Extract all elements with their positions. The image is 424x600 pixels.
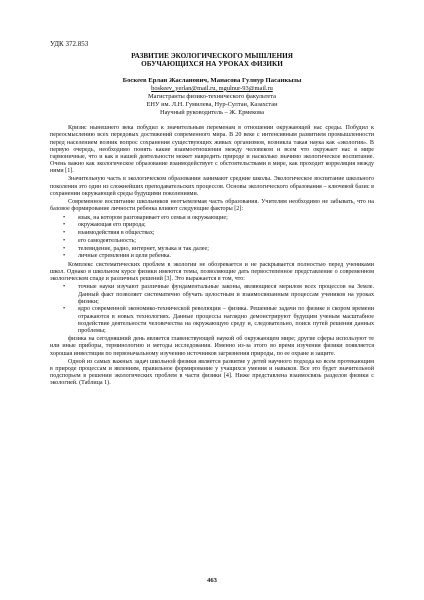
page-number: 463 (207, 577, 217, 584)
paragraph-6: Одной из самых важных задач школьной физики является развитие у детей научного подхода ко всем протекающим в природе процессам и явлениям, правильное формирование у учащихся умения и навыков. Все это будет значительной подспорьем в решении экологических проблем в части физики [4]. Ниже представлена взаимосвязь разделов физики с экологией. (Таблица 1). (50, 358, 374, 387)
paragraph-3: Современное воспитание школьников неотъемлемая часть образования. Учителям необходимо не забывать, что на базовое формирование личности ребенка влияют следующие факторы [2]: (50, 199, 374, 213)
paragraph-5: физика на сегодняшний день является главенствующей наукой об окружающем мире; другие сферы используют те или иные приборы, терминологию и методы исследования. Именно из-за этого во время изучения физики появляется хорошая инвестиция по первоначальному изучению источников загрязнения природы, по ее охране и защите. (50, 336, 374, 357)
supervisor: Научный руководитель – Ж. Ермекова (160, 109, 264, 117)
udk-code: УДК 372.853 (50, 40, 89, 48)
factors-list (50, 215, 374, 261)
paragraph-4: Комплекс систематических проблем в экологии не обозревается и не раскрывается полностью перед учениками школ. Однако в школьном курсе физики имеются темы, позволяющие дать первостепенное представление о современном экологическом спаде и различных решений [3]. Это выражается в том, что: (50, 261, 374, 283)
article-title (50, 52, 374, 69)
list-item: • язык, на котором разговаривает его семья и окружающие; (50, 215, 374, 222)
title-line-1: РАЗВИТИЕ ЭКОЛОГИЧЕСКОГО МЫШЛЕНИЯ (131, 52, 293, 60)
paragraph-2: Значительную часть в экологическом образовании занимают средние школы. Экологическое воспитание школьного поколения это один из сложнейших преподавательских процессов. Основы экологического образования – ключевой базис в сохранении окружающей среды будущими поколениями. (50, 176, 374, 197)
list-item: • личные стремления и цели ребенка. (50, 253, 374, 260)
list-item: • взаимодействия в обществах; (50, 230, 374, 237)
affiliation-line-1: Магистранты физико-технического факультета (148, 92, 276, 100)
list-item: • окружающая его природа; (50, 222, 374, 229)
title-line-2: ОБУЧАЮЩИХСЯ НА УРОКАХ ФИЗИКИ (141, 60, 283, 69)
article-body (50, 125, 374, 387)
physics-points-list (50, 284, 374, 335)
affiliation-line-2: ЕНУ им. Л.Н. Гумилева, Нур-Султан, Казахстан (146, 101, 278, 108)
list-item: • телевидение, радио, интернет, музыка и так далее; (50, 246, 374, 253)
paragraph-1: Кризис нынешнего века побудил к значительным переменам в отношении окружающей нас среды. Побудил к переосмыслению всех передовых достижений современного мира. В 20 веке с интенсивным развитием промышленности перед населением возник вопрос сохранения существующих живых организмов, возникла такая наука как «экология». В первую очередь, необходимо понять какие взаимоотношения между человеком и всем что окружает нас в мире гармоничные, что и как в нашей деятельности может навредить природе и насколько значимо экологическое воспитание. Очень важно как экологическое образование взаимодействует с обстоятельствами в мире, как проходит корреляция между ними [1]. (50, 125, 374, 175)
authors: Боскеев Ерлан Жасланович, Манасова Гулнур Пасанкызы (122, 76, 302, 84)
list-item: • его самодеятельность; (50, 238, 374, 245)
affiliation-block (50, 85, 374, 117)
list-item: • ядро современной экономико-технической революции – физика. Решенные задачи по физике в скором времени отражаются в новых технологиях. Данные процессы наглядно демонстрируют будущим ученым масштабное воздействие деятельности человечества на окружающую среду и, следовательно, поиск путей решения данных проблемы; (50, 306, 374, 335)
list-item: • точные науки изучают различные фундаментальные законы, являющиеся мерилом всех процессов на Земле. Данный факт позволяет систематично обучать целостным и взаимосвязанным процессам учеников на уроках физики; (50, 284, 374, 305)
author-emails[interactable]: boskeev_yerlan@mail.ru, mgulnur-93@mail.ru (151, 84, 273, 92)
